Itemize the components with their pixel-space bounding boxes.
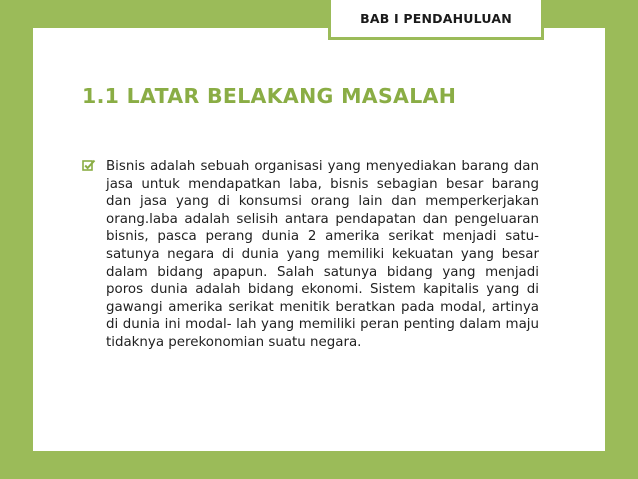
- slide-title: 1.1 LATAR BELAKANG MASALAH: [82, 84, 457, 108]
- section-label: BAB I PENDAHULUAN: [360, 11, 512, 26]
- bullet-paragraph: Bisnis adalah sebuah organisasi yang menyediakan barang dan jasa untuk mendapatkan laba, bisnis sebagian besar barang dan jasa yang di konsumsi orang lain dan memperkerjakan orang.laba adalah selisih antara pendapatan dan pengeluaran bisnis, pasca perang dunia 2 amerika serikat menjadi satu-satunya negara di dunia yang memiliki kekuatan yang besar dalam bidang apapun. Salah satunya bidang yang menjadi poros dunia adalah bidang ekonomi. Sistem kapitalis yang di gawangi amerika serikat menitik beratkan pada modal, artinya di dunia ini modal- lah yang memiliki peran penting dalam maju tidaknya perekonomian suatu negara.: [106, 159, 539, 350]
- checkbox-bullet-icon: [82, 159, 98, 175]
- section-header-tab: [328, 0, 544, 40]
